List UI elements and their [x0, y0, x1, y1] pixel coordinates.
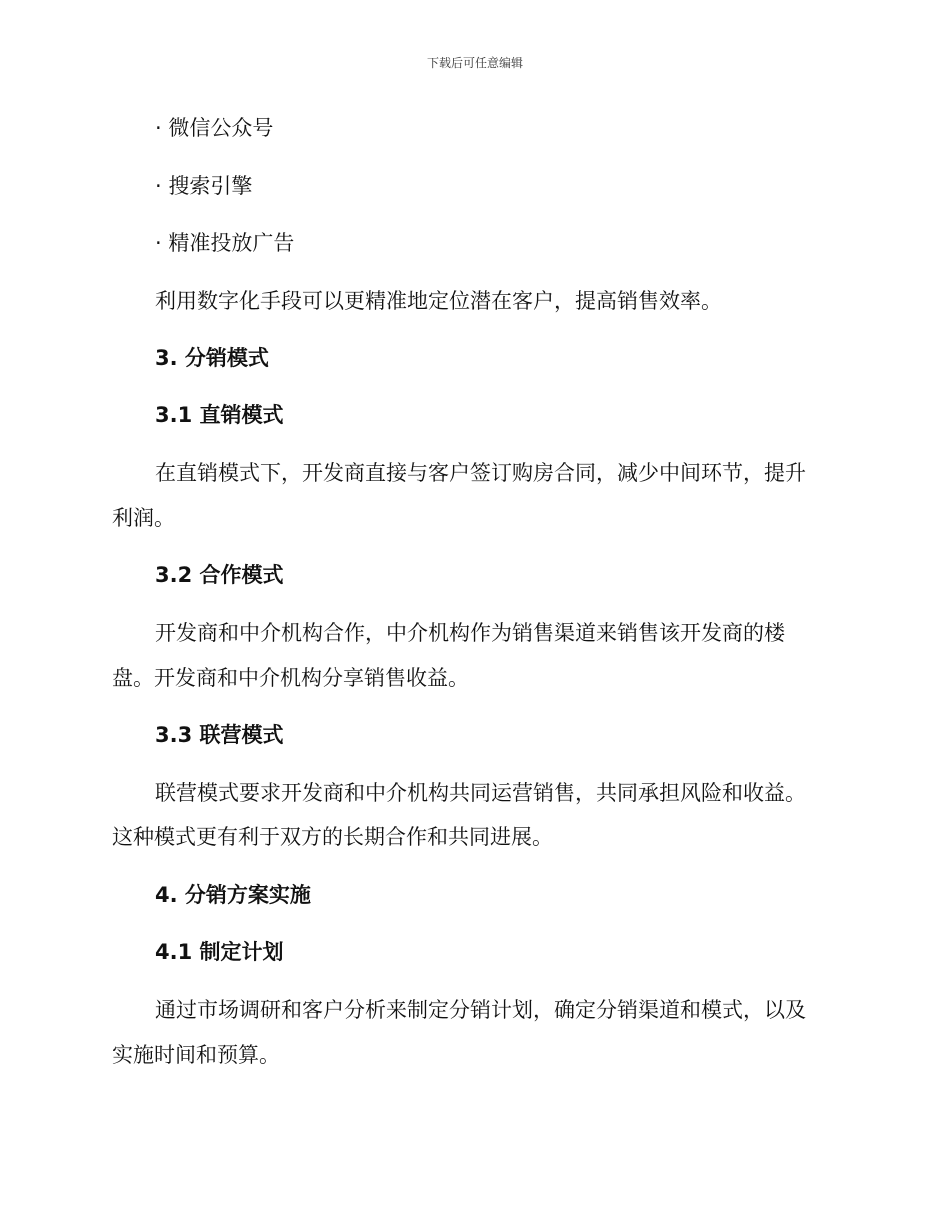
paragraph-joint-line1: 联营模式要求开发商和中介机构共同运营销售，共同承担风险和收益。: [155, 781, 806, 805]
heading-implementation: 4. 分销方案实施: [155, 883, 311, 907]
heading-make-plan: 4.1 制定计划: [155, 940, 284, 964]
paragraph-plan-line1: 通过市场调研和客户分析来制定分销计划，确定分销渠道和模式，以及: [155, 998, 806, 1022]
bullet-wechat: · 微信公众号: [155, 116, 274, 140]
heading-distribution-mode: 3. 分销模式: [155, 346, 269, 370]
page-header-note: 下载后可任意编辑: [426, 56, 523, 70]
bullet-search-engine: · 搜索引擎: [155, 174, 253, 198]
heading-direct-sales: 3.1 直销模式: [155, 403, 284, 427]
heading-joint-operation: 3.3 联营模式: [155, 723, 284, 747]
paragraph-plan-line2: 实施时间和预算。: [112, 1043, 280, 1067]
paragraph-coop-line2: 盘。开发商和中介机构分享销售收益。: [112, 666, 469, 690]
paragraph-direct-line1: 在直销模式下，开发商直接与客户签订购房合同，减少中间环节，提升: [155, 461, 806, 485]
paragraph-coop-line1: 开发商和中介机构合作，中介机构作为销售渠道来销售该开发商的楼: [155, 621, 785, 645]
paragraph-digital: 利用数字化手段可以更精准地定位潜在客户，提高销售效率。: [155, 289, 722, 313]
paragraph-direct-line2: 利润。: [112, 506, 175, 530]
paragraph-joint-line2: 这种模式更有利于双方的长期合作和共同进展。: [112, 825, 553, 849]
bullet-targeted-ads: · 精准投放广告: [155, 231, 295, 255]
heading-cooperation: 3.2 合作模式: [155, 563, 284, 587]
